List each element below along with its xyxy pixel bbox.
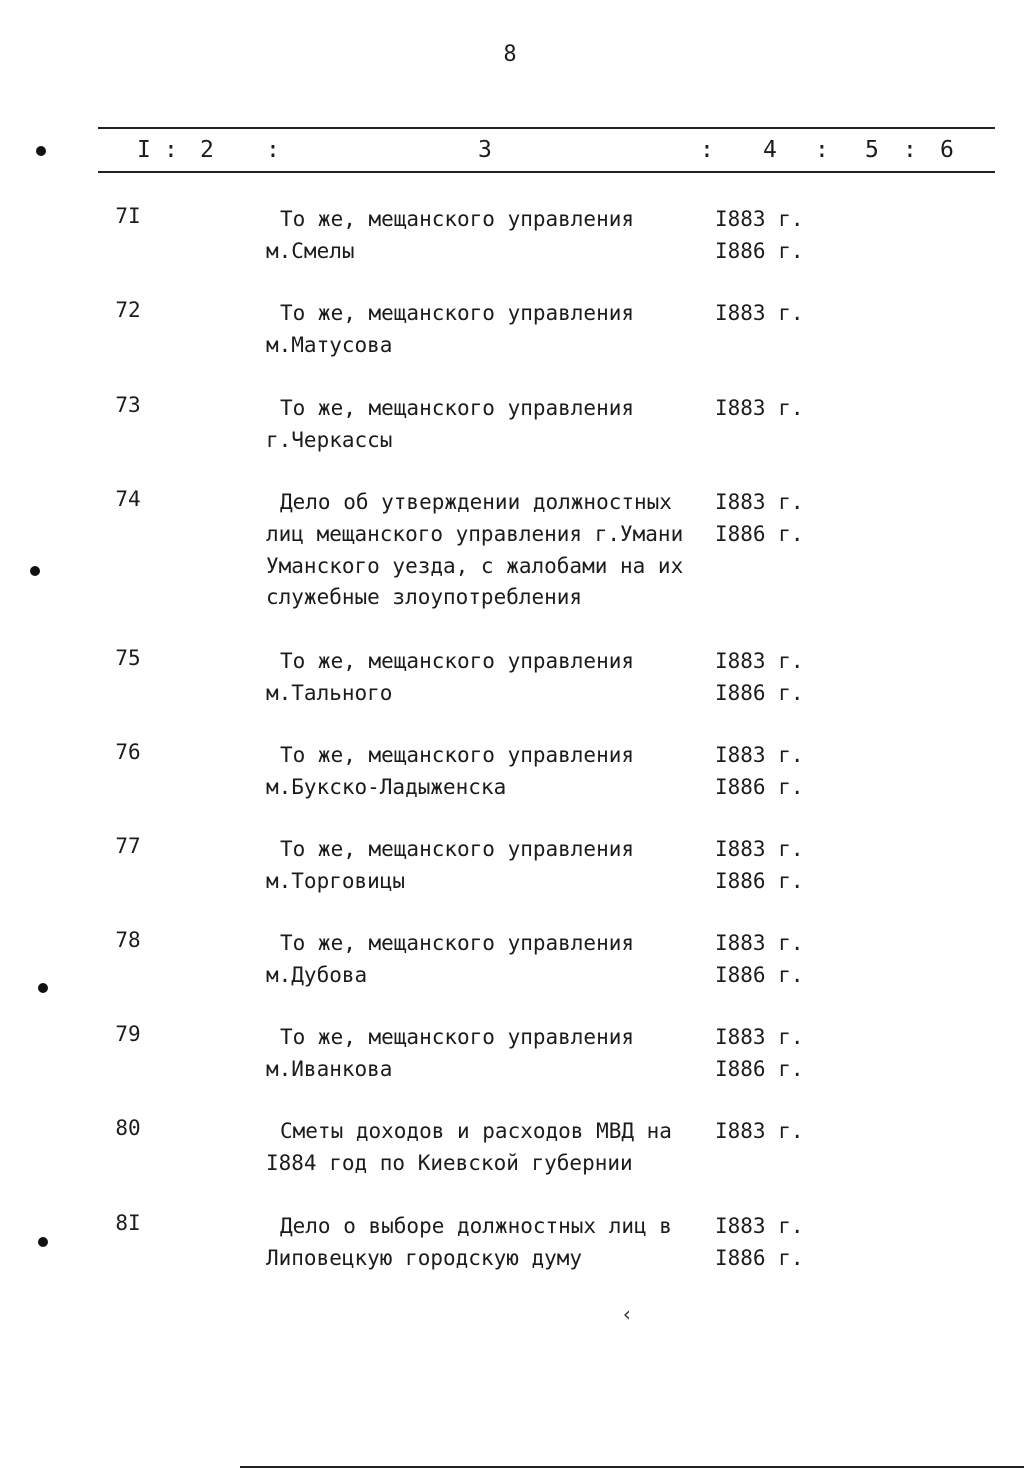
entry-date: I883 г. — [715, 649, 804, 673]
entry-number: 72 — [115, 298, 141, 322]
entry-title-line: То же, мещанского управления — [280, 743, 635, 767]
entry-dates — [715, 1116, 804, 1148]
entry-date: I886 г. — [715, 962, 804, 987]
entry-title — [266, 1022, 706, 1086]
entry-title-line: Липовецкую городскую думу — [266, 1245, 583, 1270]
entry-title-line: То же, мещанского управления — [280, 301, 635, 325]
entry-title-line: служебные злоупотребления — [266, 585, 583, 610]
entry-title-line: Сметы доходов и расходов МВД на — [280, 1119, 672, 1143]
entry-title — [266, 834, 706, 898]
entry-title-line: лиц мещанского управления г.Умани — [266, 521, 684, 546]
entry-dates — [715, 204, 804, 268]
entry-dates — [715, 834, 804, 898]
entry-title-line: То же, мещанского управления — [280, 396, 635, 420]
entry-date: I883 г. — [715, 396, 804, 420]
entry-title — [266, 646, 706, 710]
header-separator: : — [815, 137, 829, 163]
header-separator: : — [164, 137, 178, 163]
entry-title-line: Дело о выборе должностных лиц в — [280, 1214, 672, 1238]
entry-number: 74 — [115, 487, 141, 511]
header-bottom-rule — [98, 171, 995, 173]
entry-number: 80 — [115, 1116, 141, 1140]
entry-date: I886 г. — [715, 680, 804, 705]
entry-date: I886 г. — [715, 521, 804, 546]
entry-number: 78 — [115, 928, 141, 952]
entry-dates — [715, 487, 804, 551]
punch-hole-mark — [38, 983, 48, 993]
entry-dates — [715, 393, 804, 425]
entry-date: I886 г. — [715, 1056, 804, 1081]
entry-date: I886 г. — [715, 1245, 804, 1270]
entry-title — [266, 393, 706, 457]
entry-dates — [715, 298, 804, 330]
entry-number: 8I — [115, 1211, 141, 1235]
entry-title — [266, 1211, 706, 1275]
entry-title-line: м.Матусова — [266, 332, 393, 357]
header-separator: : — [700, 137, 714, 163]
entry-title-line: м.Тального — [266, 680, 393, 705]
entry-title-line: То же, мещанского управления — [280, 931, 635, 955]
entry-number: 76 — [115, 740, 141, 764]
header-col-5: 5 — [865, 137, 879, 163]
footer-mark: ‹ — [621, 1302, 634, 1326]
entry-date: I886 г. — [715, 774, 804, 799]
punch-hole-mark — [38, 1237, 48, 1247]
page-number: 8 — [503, 42, 517, 67]
punch-hole-mark — [36, 146, 46, 156]
entry-dates — [715, 740, 804, 804]
entry-title-line: Дело об утверждении должностных — [280, 490, 672, 514]
entry-title-line: То же, мещанского управления — [280, 837, 635, 861]
entry-title-line: м.Букско-Ладыженска — [266, 774, 507, 799]
entry-dates — [715, 1022, 804, 1086]
entry-date: I883 г. — [715, 490, 804, 514]
punch-hole-mark — [30, 566, 40, 576]
entry-title — [266, 1116, 706, 1180]
entry-number: 73 — [115, 393, 141, 417]
footer-rule — [240, 1466, 1024, 1468]
header-col-4: 4 — [763, 137, 777, 163]
entry-number: 79 — [115, 1022, 141, 1046]
entry-date: I883 г. — [715, 207, 804, 231]
entry-title-line: То же, мещанского управления — [280, 207, 635, 231]
entry-dates — [715, 646, 804, 710]
entry-date: I886 г. — [715, 868, 804, 893]
entry-date: I883 г. — [715, 1025, 804, 1049]
entry-date: I883 г. — [715, 931, 804, 955]
entry-title — [266, 204, 706, 268]
header-col-3: 3 — [478, 137, 492, 163]
entry-date: I883 г. — [715, 1214, 804, 1238]
entry-title — [266, 928, 706, 992]
entry-date: I886 г. — [715, 238, 804, 263]
header-top-rule — [98, 127, 995, 129]
entry-title-line: То же, мещанского управления — [280, 649, 635, 673]
entry-date: I883 г. — [715, 1119, 804, 1143]
header-col-2: 2 — [200, 137, 214, 163]
entry-title-line: I884 год по Киевской губернии — [266, 1150, 633, 1175]
entry-dates — [715, 1211, 804, 1275]
entry-title-line: м.Торговицы — [266, 868, 406, 893]
entry-date: I883 г. — [715, 837, 804, 861]
entry-dates — [715, 928, 804, 992]
entry-title — [266, 740, 706, 804]
entry-date: I883 г. — [715, 301, 804, 325]
entry-title-line: м.Смелы — [266, 238, 355, 263]
entry-number: 75 — [115, 646, 141, 670]
entry-title-line: м.Иванкова — [266, 1056, 393, 1081]
header-col-1: I — [137, 137, 151, 163]
entry-title-line: Уманского уезда, с жалобами на их — [266, 553, 684, 578]
header-col-6: 6 — [940, 137, 954, 163]
header-separator: : — [903, 137, 917, 163]
entry-number: 7I — [115, 204, 141, 228]
entry-title-line: г.Черкассы — [266, 427, 393, 452]
entry-title-line: м.Дубова — [266, 962, 368, 987]
header-separator: : — [266, 137, 280, 163]
entry-title-line: То же, мещанского управления — [280, 1025, 635, 1049]
entry-number: 77 — [115, 834, 141, 858]
entry-title — [266, 487, 706, 614]
entry-date: I883 г. — [715, 743, 804, 767]
entry-title — [266, 298, 706, 362]
